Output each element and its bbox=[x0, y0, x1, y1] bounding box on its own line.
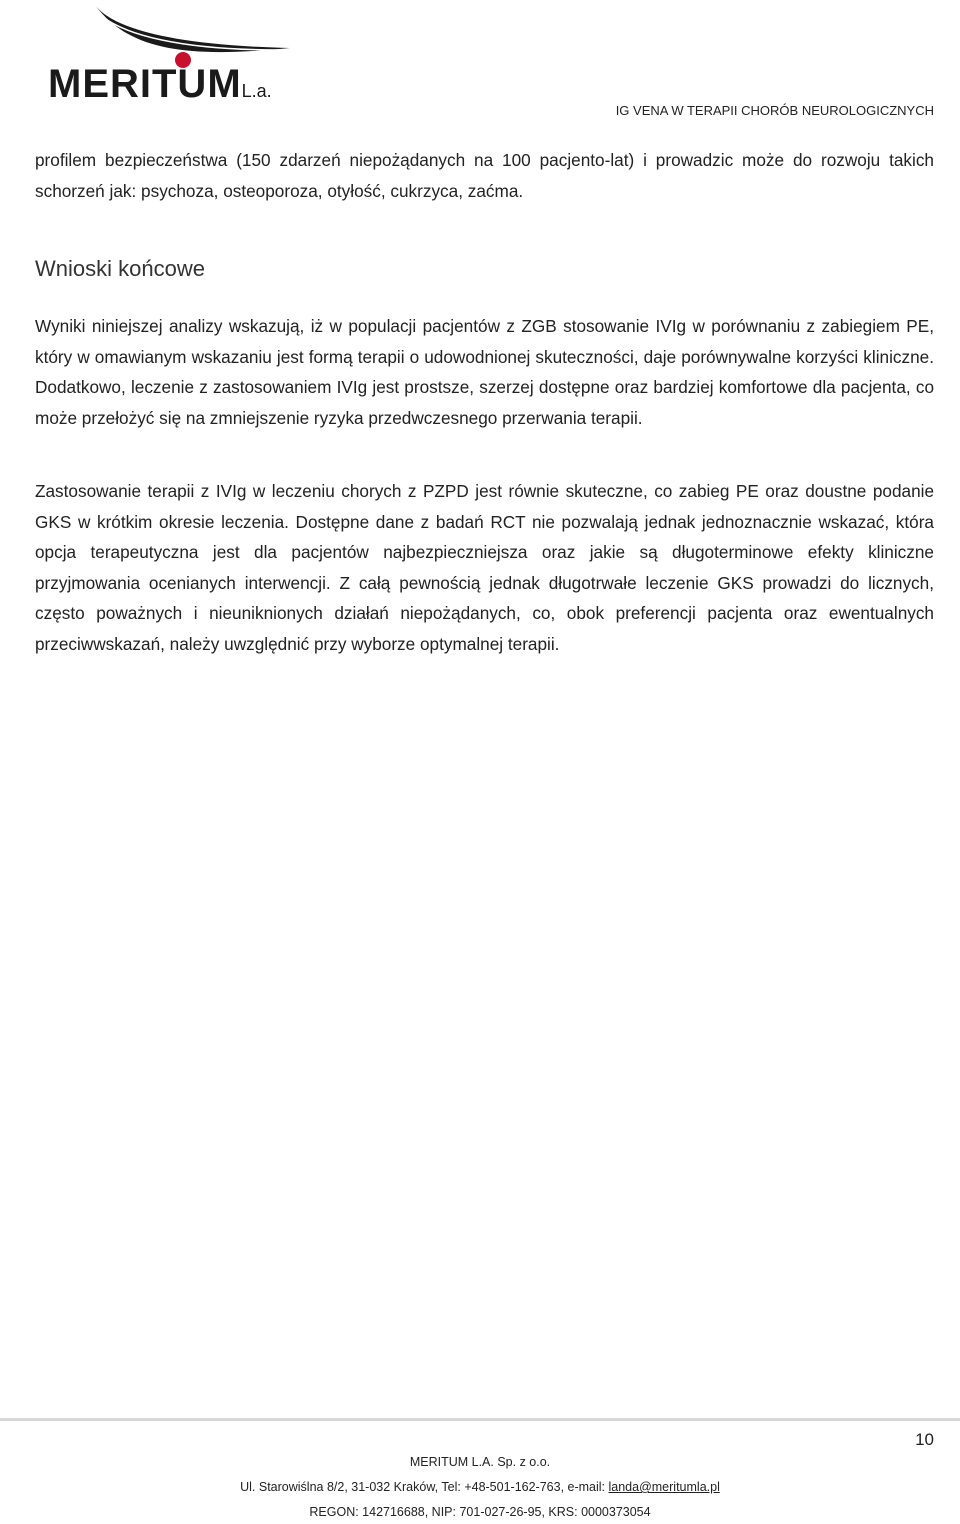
section-title: Wnioski końcowe bbox=[35, 256, 205, 281]
company-logo bbox=[40, 0, 310, 110]
footer-address-line bbox=[0, 1480, 960, 1494]
logo-suffix: L.a. bbox=[241, 81, 272, 101]
footer-email-link[interactable]: landa@meritumla.pl bbox=[608, 1480, 720, 1494]
running-header: IG VENA W TERAPII CHORÓB NEUROLOGICZNYCH bbox=[615, 103, 934, 118]
continuation-paragraph: profilem bezpieczeństwa (150 zdarzeń niepożądanych na 100 pacjento-lat) i prowadzic może do rozwoju takich schorzeń jak: psychoza, osteoporoza, otyłość, cukrzyca, zaćma. bbox=[35, 150, 934, 201]
page-number: 10 bbox=[915, 1430, 934, 1449]
footer-divider bbox=[0, 1418, 960, 1421]
footer-registry: REGON: 142716688, NIP: 701-027-26-95, KRS: 0000373054 bbox=[309, 1505, 651, 1519]
conclusions-paragraph-2: Zastosowanie terapii z IVIg w leczeniu chorych z PZPD jest równie skuteczne, co zabieg PE oraz doustne podanie GKS w krótkim okresie leczenia. Dostępne dane z badań RCT nie pozwalają jednak jednoznacznie wskazać, która opcja terapeutyczna jest dla pacjentów najbezpieczniejsza oraz jakie są długoterminowe efekty kliniczne przyjmowania ocenianych interwencji. Z całą pewnością jednak długotrwałe leczenie GKS prowadzi do licznych, często poważnych i nieuniknionych działań niepożądanych, co, obok preferencji pacjenta oraz ewentualnych przeciwwskazań, należy uwzględnić przy wyborze optymalnej terapii. bbox=[35, 481, 934, 654]
logo-wordmark bbox=[48, 62, 272, 107]
footer-address: Ul. Starowiślna 8/2, 31-032 Kraków, Tel: +48-501-162-763, e-mail: bbox=[240, 1480, 609, 1494]
conclusions-paragraph-1: Wyniki niniejszej analizy wskazują, iż w populacji pacjentów z ZGB stosowanie IVIg w porównaniu z zabiegiem PE, który w omawianym wskazaniu jest formą terapii o udowodnionej skuteczności, daje porównywalne korzyści kliniczne. Dodatkowo, leczenie z zastosowaniem IVIg jest prostsze, szerzej dostępne oraz bardziej komfortowe dla pacjenta, co może przełożyć się na zmniejszenie ryzyka przedwczesnego przerwania terapii. bbox=[35, 316, 934, 428]
logo-brand: MERITUM bbox=[48, 62, 242, 106]
footer-company: MERITUM L.A. Sp. z o.o. bbox=[409, 1455, 551, 1469]
